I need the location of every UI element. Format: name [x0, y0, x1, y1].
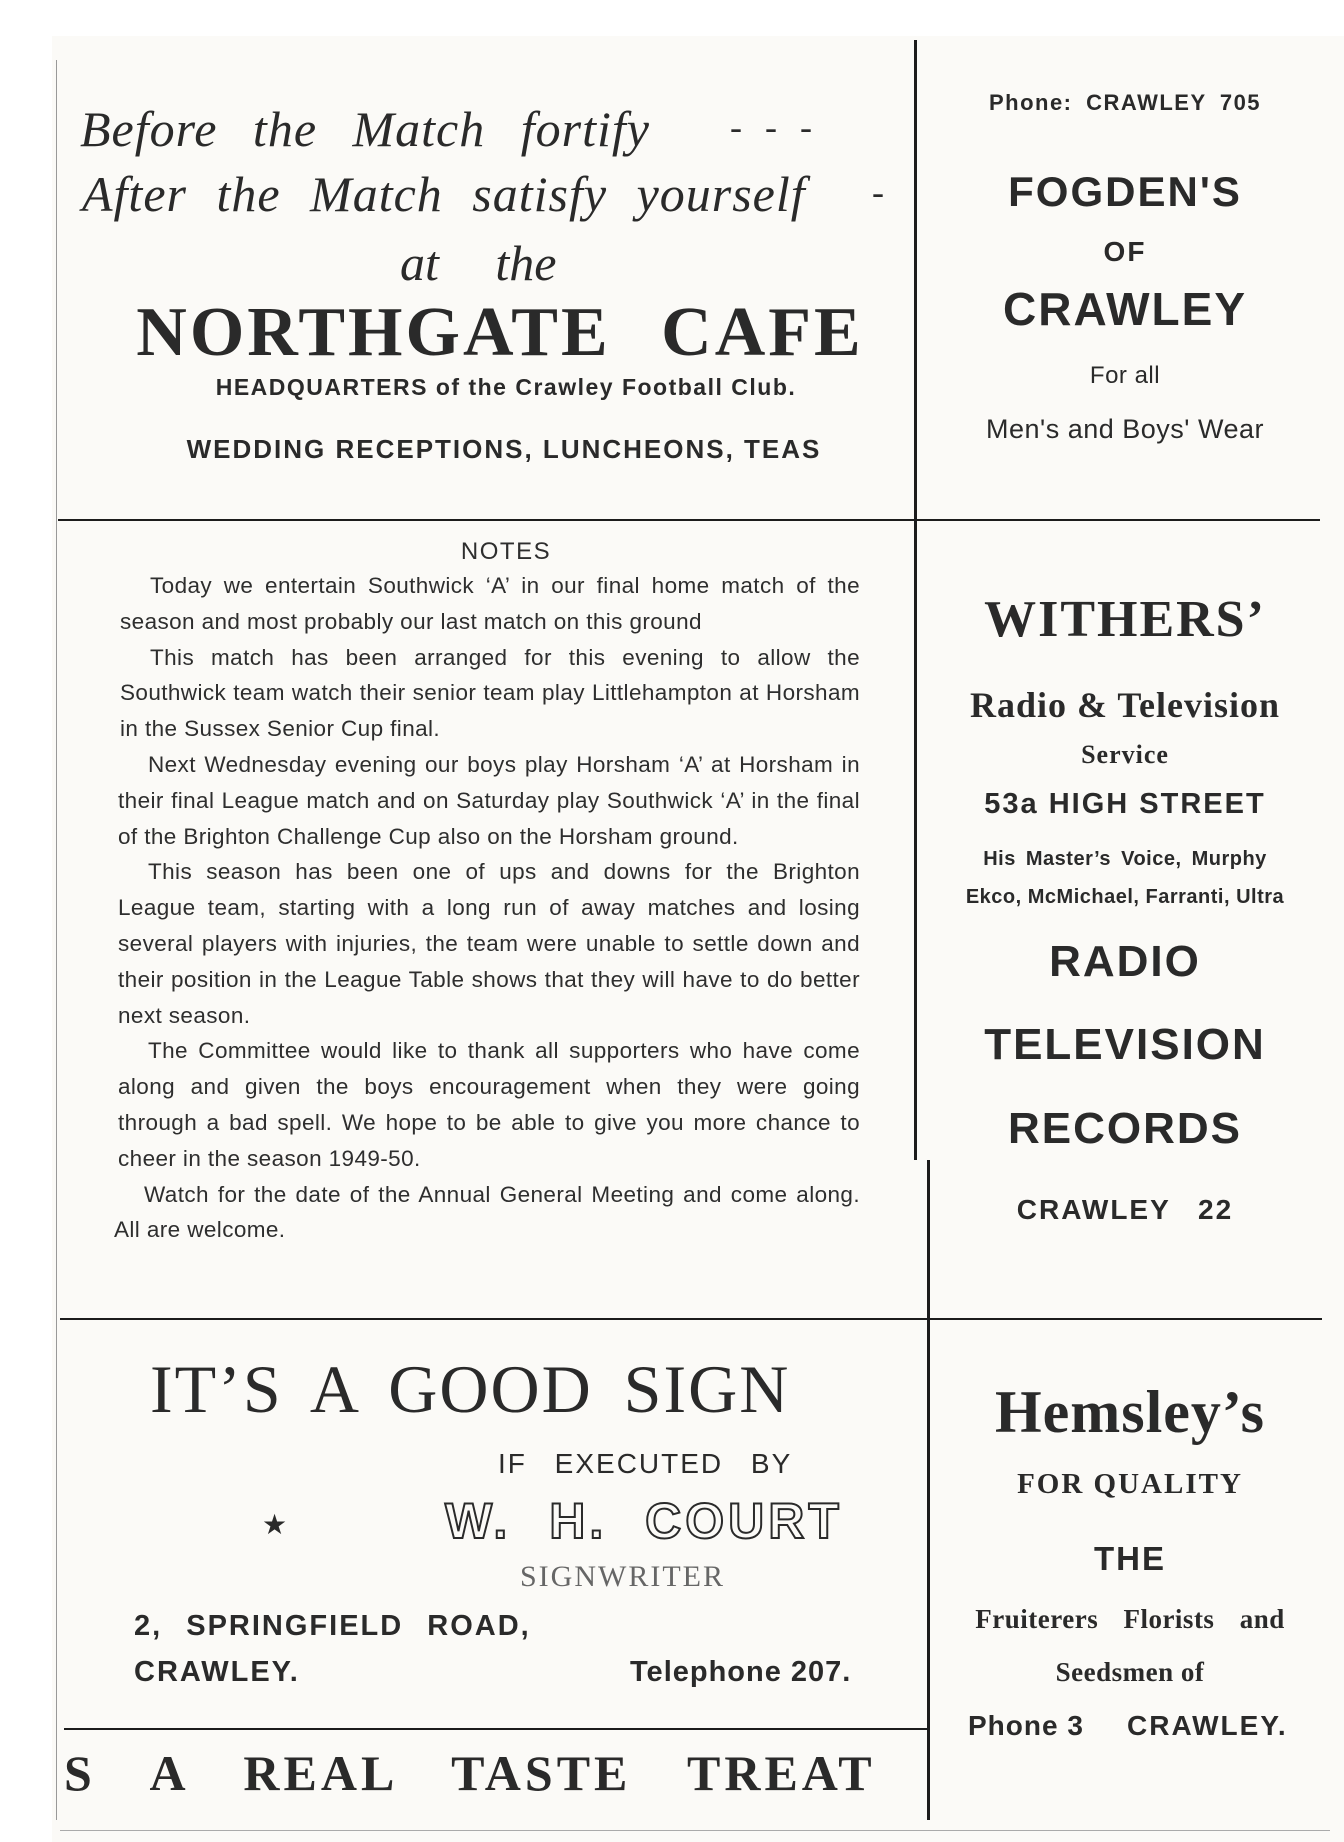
- withers-service-line-2: Service: [1081, 740, 1169, 769]
- court-name: W. H. COURT: [445, 1493, 843, 1549]
- withers-item-radio: RADIO: [1049, 937, 1201, 986]
- fogdens-for-all: For all: [1089, 362, 1161, 389]
- hemsleys-quality: FOR QUALITY: [1017, 1468, 1243, 1500]
- hemsleys-name: Hemsley’s: [994, 1379, 1266, 1445]
- court-trade: SIGNWRITER: [520, 1560, 725, 1593]
- notes-paragraph: Watch for the date of the Annual General Meeting and come along. All are welcome.: [114, 1181, 860, 1243]
- court-telephone: Telephone 207.: [630, 1656, 852, 1688]
- withers-service-line-1: Radio & Television: [969, 685, 1281, 725]
- northgate-line-1: Before the Match fortify: [80, 101, 650, 157]
- withers-address: 53a HIGH STREET: [984, 788, 1266, 820]
- hemsleys-seedsmen: Seedsmen of: [1055, 1657, 1205, 1687]
- fogdens-of: OF: [1103, 236, 1147, 267]
- notes-paragraph: This season has been one of ups and downs for the Brighton League team, starting with a long run of away matches and losing several players with injuries, the team were unable to settle down and their position in the League Table shows that they will have to do better next season.: [118, 859, 860, 1028]
- withers-item-television: TELEVISION: [984, 1020, 1266, 1069]
- hemsleys-phone: Phone 3: [968, 1710, 1084, 1741]
- fogdens-wear: Men's and Boys' Wear: [986, 414, 1264, 444]
- fogdens-phone: Phone: CRAWLEY 705: [988, 90, 1262, 115]
- hemsleys-town: CRAWLEY.: [1127, 1710, 1288, 1741]
- northgate-cafe-title: NORTHGATE CAFE: [136, 294, 864, 371]
- notes-paragraph: This match has been arranged for this evening to allow the Southwick team watch their senior team play Littlehampton at Horsham in the Sussex Senior Cup final.: [120, 644, 860, 742]
- notes-heading: NOTES: [460, 538, 552, 565]
- notes-paragraph: Today we entertain Southwick ‘A’ in our final home match of the season and most probably our last match on this ground: [120, 573, 860, 634]
- withers-brands-line-2: Ekco, McMichael, Farranti, Ultra: [965, 886, 1285, 908]
- hemsleys-trades: Fruiterers Florists and: [975, 1604, 1285, 1634]
- bottom-edge-line: [60, 1830, 1330, 1831]
- northgate-headquarters: HEADQUARTERS of the Crawley Football Club.: [215, 374, 797, 400]
- northgate-services: WEDDING RECEPTIONS, LUNCHEONS, TEAS: [186, 434, 822, 464]
- withers-name: WITHERS’: [984, 591, 1266, 648]
- notes-paragraph: The Committee would like to thank all supporters who have come along and given the boys encouragement when they were going through a bad spell. We hope to be able to give you more chance to cheer in the season 1949-50.: [118, 1038, 860, 1171]
- northgate-line-2: After the Match satisfy yourself: [82, 166, 806, 222]
- bottom-strip-headline: S A REAL TASTE TREAT: [64, 1745, 876, 1801]
- hemsleys-the: THE: [1094, 1540, 1166, 1577]
- withers-phone: CRAWLEY 22: [1016, 1194, 1234, 1225]
- court-headline: IT’S A GOOD SIGN: [150, 1351, 791, 1427]
- court-executed-by: IF EXECUTED BY: [498, 1448, 793, 1479]
- northgate-dash: -: [872, 172, 884, 212]
- fogdens-name: FOGDEN'S: [1008, 168, 1242, 215]
- star-icon: ★: [262, 1509, 288, 1540]
- northgate-dashes: - - -: [730, 107, 812, 147]
- northgate-line-3: at the: [400, 235, 557, 291]
- court-address-line-2: CRAWLEY.: [134, 1656, 300, 1688]
- notes-paragraph: Next Wednesday evening our boys play Horsham ‘A’ at Horsham in their final League match and on Saturday play Southwick ‘A’ in the final of the Brighton Challenge Cup also on the Horsham ground.: [118, 751, 860, 849]
- fogdens-town: CRAWLEY: [1003, 283, 1247, 335]
- withers-item-records: RECORDS: [1007, 1104, 1243, 1153]
- court-address-line-1: 2, SPRINGFIELD ROAD,: [134, 1610, 531, 1642]
- withers-brands-line-1: His Master’s Voice, Murphy: [983, 848, 1267, 870]
